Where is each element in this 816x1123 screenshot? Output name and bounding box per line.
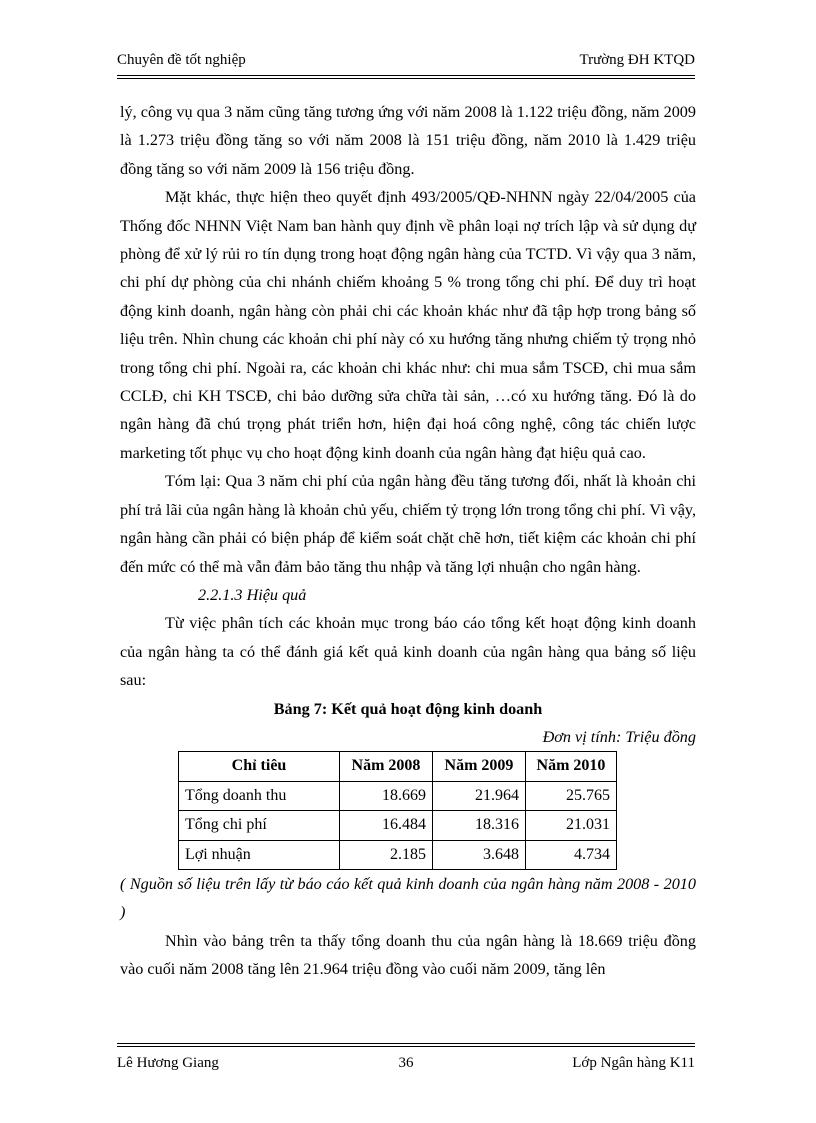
paragraph-3: Tóm lại: Qua 3 năm chi phí của ngân hàng đều tăng tương đối, nhất là khoản chi phí trả lãi của ngân hàng là khoản chủ yếu, chiếm tỷ trọng lớn trong tổng chi phí. Vì vậy, ngân hàng cần phải có biện pháp để kiểm soát chặt chẽ hơn, tiết kiệm các khoản chi phí đến mức có thể mà vẫn đảm bảo tăng thu nhập và tăng lợi nhuận cho ngân hàng. [120, 472, 696, 576]
table-cell: 21.964 [433, 781, 526, 810]
table-caption: Bảng 7: Kết quả hoạt động kinh doanh [273, 699, 543, 718]
table-header-cell: Năm 2009 [433, 752, 526, 781]
table-cell: 3.648 [433, 840, 526, 869]
paragraph-4: Từ việc phân tích các khoản mục trong báo cáo tổng kết hoạt động kinh doanh của ngân hàng ta có thể đánh giá kết quả kinh doanh của ngân hàng qua bảng số liệu sau: [120, 614, 696, 690]
table-cell: Tổng doanh thu [179, 781, 340, 810]
table-cell: Tổng chi phí [179, 811, 340, 840]
table-cell: 16.484 [340, 811, 433, 840]
page-body [120, 98, 696, 984]
table-row [179, 781, 617, 810]
results-table [178, 751, 617, 870]
table-header-cell: Năm 2010 [526, 752, 617, 781]
table-cell: 25.765 [526, 781, 617, 810]
table-row [179, 840, 617, 869]
table-header-row [179, 752, 617, 781]
table-cell: 18.316 [433, 811, 526, 840]
header-left: Chuyên đề tốt nghiệp [117, 52, 246, 68]
footer-class: Lớp Ngân hàng K11 [572, 1055, 695, 1071]
source-note: ( Nguồn số liệu trên lấy từ báo cáo kết quả kinh doanh của ngân hàng năm 2008 - 2010 ) [120, 874, 696, 922]
table-cell: 21.031 [526, 811, 617, 840]
header-right: Trường ĐH KTQD [579, 52, 695, 68]
paragraph-2: Mặt khác, thực hiện theo quyết định 493/2005/QĐ-NHNN ngày 22/04/2005 của Thống đốc NHNN Việt Nam ban hành quy định về phân loại nợ trích lập và sử dụng dự phòng để xử lý rủi ro tín dụng trong hoạt động ngân hàng của TCTD. Vì vậy qua 3 năm, chi phí dự phòng của chi nhánh chiếm khoảng 5 % trong tổng chi phí. Để duy trì hoạt động kinh doanh, ngân hàng còn phải chi các khoản khác như đã tập hợp trong bảng số liệu trên. Nhìn chung các khoản chi phí này có xu hướng tăng nhưng chiếm tỷ trọng nhỏ trong tổng chi phí. Ngoài ra, các khoản chi khác như: chi mua sắm TSCĐ, chi mua sắm CCLĐ, chi KH TSCĐ, chi bảo dưỡng sửa chữa tài sản, …có xu hướng tăng. Đó là do ngân hàng đã chú trọng phát triển hơn, hiện đại hoá công nghệ, công tác chiến lược marketing tốt phục vụ cho hoạt động kinh doanh của ngân hàng đạt hiệu quả cao. [120, 188, 696, 462]
paragraph-5: Nhìn vào bảng trên ta thấy tổng doanh thu của ngân hàng là 18.669 triệu đồng vào cuối năm 2008 tăng lên 21.964 triệu đồng vào cuối năm 2009, tăng lên [120, 931, 696, 979]
table-header-cell: Năm 2008 [340, 752, 433, 781]
table-cell: 4.734 [526, 840, 617, 869]
table-unit: Đơn vị tính: Triệu đồng [542, 727, 696, 746]
footer-author: Lê Hương Giang [117, 1055, 219, 1071]
paragraph-1: lý, công vụ qua 3 năm cũng tăng tương ứng với năm 2008 là 1.122 triệu đồng, năm 2009 là 1.273 triệu đồng tăng so với năm 2008 là 151 triệu đồng, năm 2010 là 1.429 triệu đồng tăng so với năm 2009 là 156 triệu đồng. [120, 103, 696, 178]
table-row [179, 811, 617, 840]
header-rule-thin [117, 78, 695, 79]
page-number: 36 [398, 1055, 414, 1071]
table-cell: 2.185 [340, 840, 433, 869]
footer-rule [117, 1046, 695, 1047]
header-rule [117, 75, 695, 76]
table-header-cell: Chỉ tiêu [179, 752, 340, 781]
table-cell: 18.669 [340, 781, 433, 810]
page-header [117, 52, 695, 76]
page-footer [117, 1055, 695, 1077]
table-cell: Lợi nhuận [179, 840, 340, 869]
footer-rule-thin [117, 1043, 695, 1044]
subheading: 2.2.1.3 Hiệu quả [198, 585, 307, 604]
